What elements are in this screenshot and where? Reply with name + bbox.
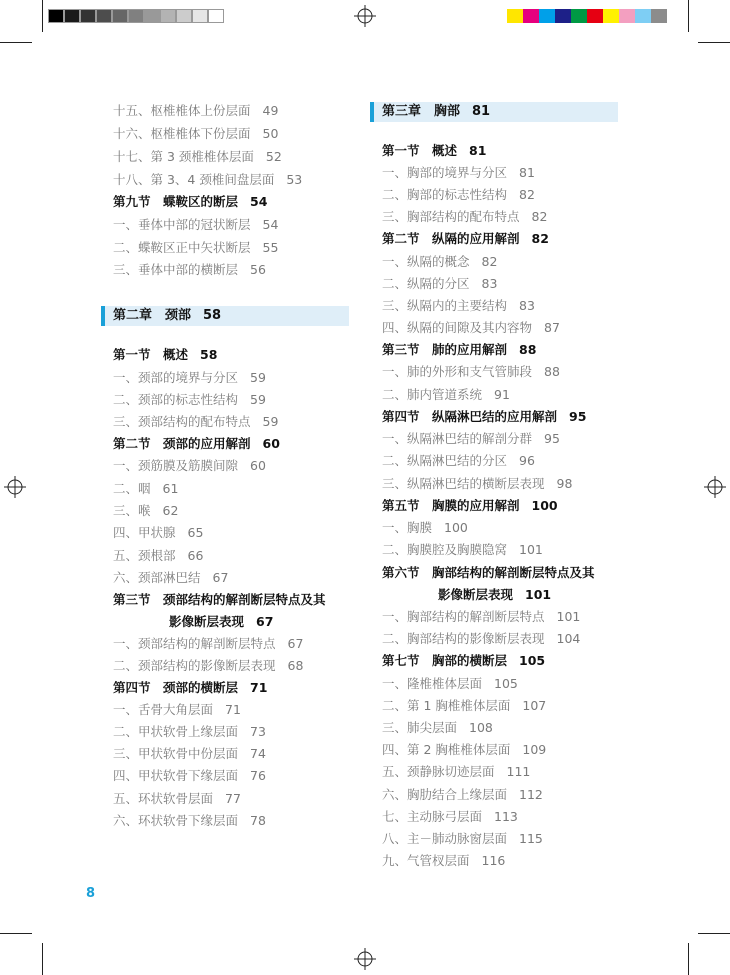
toc-entry[interactable]: 十五、枢椎椎体上份层面 49	[113, 103, 279, 118]
toc-section-heading-continued[interactable]: 影像断层表现 67	[169, 614, 274, 629]
toc-entry[interactable]: 二、胸部结构的影像断层表现 104	[382, 631, 581, 646]
toc-section-heading[interactable]: 第四节 颈部的横断层 71	[113, 680, 268, 695]
toc-section-heading-continued[interactable]: 影像断层表现 101	[438, 587, 552, 602]
toc-entry[interactable]: 四、纵隔的间隙及其内容物 87	[382, 320, 560, 335]
crop-mark	[42, 943, 43, 975]
toc-entry[interactable]: 二、胸部的标志性结构 82	[382, 187, 535, 202]
toc-entry[interactable]: 十八、第 3、4 颈椎间盘层面 53	[113, 172, 303, 187]
crop-mark	[698, 42, 730, 43]
crop-mark	[42, 0, 43, 32]
toc-entry[interactable]: 七、主动脉弓层面 113	[382, 809, 518, 824]
toc-section-heading[interactable]: 第三节 肺的应用解剖 88	[382, 342, 537, 357]
color-calibration-strip	[507, 9, 667, 23]
crop-mark	[698, 933, 730, 934]
toc-section-heading[interactable]: 第一节 概述 58	[113, 347, 218, 362]
crop-mark	[0, 42, 32, 43]
toc-entry[interactable]: 一、隆椎椎体层面 105	[382, 676, 518, 691]
toc-entry[interactable]: 六、颈部淋巴结 67	[113, 570, 229, 585]
toc-entry[interactable]: 二、胸膜腔及胸膜隐窝 101	[382, 542, 543, 557]
toc-entry[interactable]: 一、垂体中部的冠状断层 54	[113, 217, 279, 232]
toc-entry[interactable]: 二、颈部结构的影像断层表现 68	[113, 658, 304, 673]
toc-entry[interactable]: 一、肺的外形和支气管肺段 88	[382, 364, 560, 379]
toc-chapter-heading[interactable]: 第二章 颈部 58	[101, 306, 349, 326]
chapter-accent-bar	[370, 102, 374, 122]
page-number: 8	[86, 886, 96, 901]
chapter-accent-bar	[101, 306, 105, 326]
toc-entry[interactable]: 二、纵隔淋巴结的分区 96	[382, 453, 535, 468]
toc-section-heading[interactable]: 第二节 纵隔的应用解剖 82	[382, 231, 549, 246]
toc-entry[interactable]: 五、颈静脉切迹层面 111	[382, 764, 531, 779]
toc-entry[interactable]: 十七、第 3 颈椎椎体层面 52	[113, 149, 282, 164]
toc-entry[interactable]: 一、纵隔淋巴结的解剖分群 95	[382, 431, 560, 446]
registration-mark-icon	[354, 5, 376, 27]
toc-entry[interactable]: 三、甲状软骨中份层面 74	[113, 746, 266, 761]
toc-entry[interactable]: 三、胸部结构的配布特点 82	[382, 209, 548, 224]
toc-section-heading[interactable]: 第五节 胸膜的应用解剖 100	[382, 498, 558, 513]
toc-entry[interactable]: 一、胸部结构的解剖断层特点 101	[382, 609, 581, 624]
toc-chapter-heading[interactable]: 第三章 胸部 81	[370, 102, 618, 122]
toc-section-heading[interactable]: 第九节 蝶鞍区的断层 54	[113, 194, 268, 209]
toc-entry[interactable]: 六、胸肋结合上缘层面 112	[382, 787, 543, 802]
toc-entry[interactable]: 八、主－肺动脉窗层面 115	[382, 831, 543, 846]
toc-section-heading[interactable]: 第六节 胸部结构的解剖断层特点及其	[382, 565, 595, 580]
toc-section-heading[interactable]: 第四节 纵隔淋巴结的应用解剖 95	[382, 409, 587, 424]
toc-entry[interactable]: 一、颈部的境界与分区 59	[113, 370, 266, 385]
crop-mark	[0, 933, 32, 934]
toc-entry[interactable]: 二、第 1 胸椎椎体层面 107	[382, 698, 547, 713]
toc-entry[interactable]: 一、纵隔的概念 82	[382, 254, 498, 269]
crop-mark	[688, 0, 689, 32]
toc-entry[interactable]: 十六、枢椎椎体下份层面 50	[113, 126, 279, 141]
toc-entry[interactable]: 四、甲状腺 65	[113, 525, 204, 540]
toc-entry[interactable]: 二、纵隔的分区 83	[382, 276, 498, 291]
toc-entry[interactable]: 二、蝶鞍区正中矢状断层 55	[113, 240, 279, 255]
toc-entry[interactable]: 三、肺尖层面 108	[382, 720, 493, 735]
toc-entry[interactable]: 四、第 2 胸椎椎体层面 109	[382, 742, 547, 757]
toc-entry[interactable]: 一、胸膜 100	[382, 520, 468, 535]
toc-entry[interactable]: 三、纵隔内的主要结构 83	[382, 298, 535, 313]
toc-entry[interactable]: 五、颈根部 66	[113, 548, 204, 563]
toc-entry[interactable]: 二、肺内管道系统 91	[382, 387, 510, 402]
toc-entry[interactable]: 三、垂体中部的横断层 56	[113, 262, 266, 277]
toc-entry[interactable]: 九、气管杈层面 116	[382, 853, 506, 868]
toc-entry[interactable]: 五、环状软骨层面 77	[113, 791, 241, 806]
registration-mark-icon	[704, 476, 726, 498]
toc-entry[interactable]: 三、颈部结构的配布特点 59	[113, 414, 279, 429]
toc-entry[interactable]: 三、喉 62	[113, 503, 179, 518]
registration-mark-icon	[354, 948, 376, 970]
toc-section-heading[interactable]: 第三节 颈部结构的解剖断层特点及其	[113, 592, 326, 607]
registration-mark-icon	[4, 476, 26, 498]
toc-section-heading[interactable]: 第一节 概述 81	[382, 143, 487, 158]
toc-entry[interactable]: 四、甲状软骨下缘层面 76	[113, 768, 266, 783]
grayscale-calibration-strip	[48, 9, 224, 23]
toc-entry[interactable]: 二、颈部的标志性结构 59	[113, 392, 266, 407]
toc-entry[interactable]: 一、颈部结构的解剖断层特点 67	[113, 636, 304, 651]
toc-section-heading[interactable]: 第七节 胸部的横断层 105	[382, 653, 546, 668]
toc-entry[interactable]: 三、纵隔淋巴结的横断层表现 98	[382, 476, 573, 491]
toc-entry[interactable]: 六、环状软骨下缘层面 78	[113, 813, 266, 828]
toc-entry[interactable]: 二、甲状软骨上缘层面 73	[113, 724, 266, 739]
toc-entry[interactable]: 一、颈筋膜及筋膜间隙 60	[113, 458, 266, 473]
crop-mark	[688, 943, 689, 975]
toc-entry[interactable]: 二、咽 61	[113, 481, 179, 496]
toc-entry[interactable]: 一、舌骨大角层面 71	[113, 702, 241, 717]
toc-section-heading[interactable]: 第二节 颈部的应用解剖 60	[113, 436, 280, 451]
toc-entry[interactable]: 一、胸部的境界与分区 81	[382, 165, 535, 180]
